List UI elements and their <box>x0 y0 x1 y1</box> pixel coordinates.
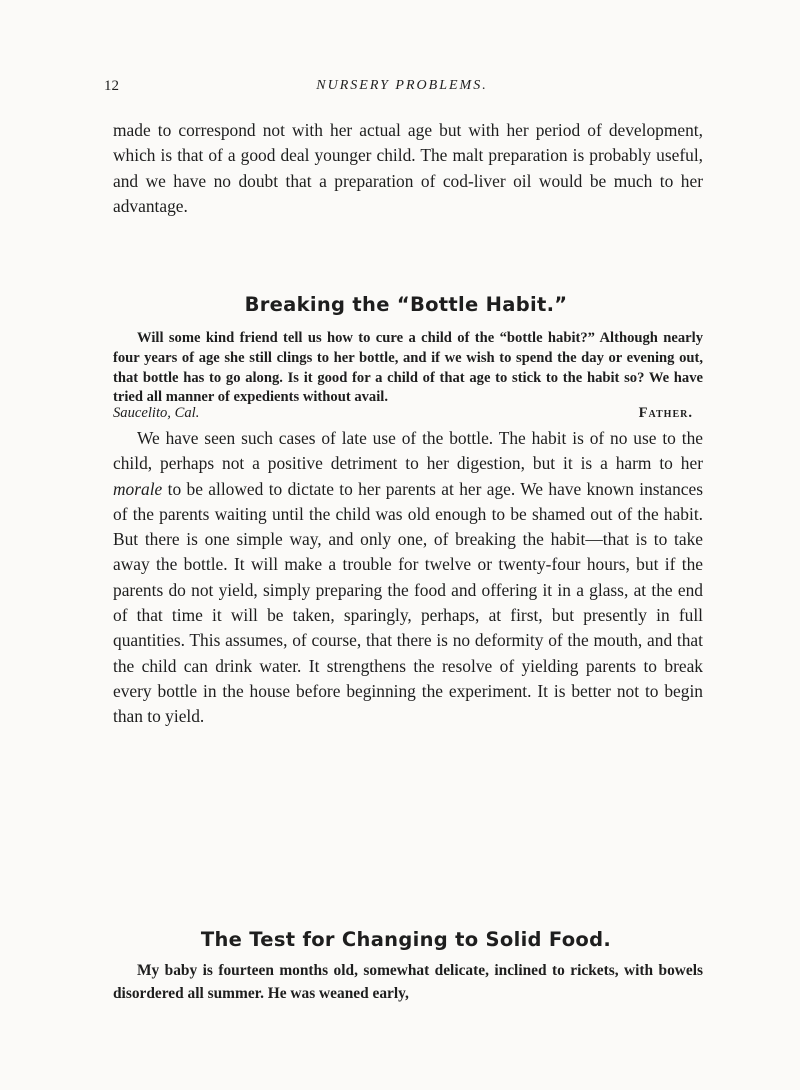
signature-place: Saucelito, Cal. <box>113 405 200 421</box>
letter-text: Will some kind friend tell us how to cure a child of the “bottle habit?” Although nearly four years of age she still clings to her bottle, and if we wish to spend the day or evening out, that bottle has to go along. Is it good for a child of that age to stick to the habit so? We have tried all manner of expedients without avail. <box>113 330 703 406</box>
reader-letter-bottle-habit <box>113 329 703 408</box>
intro-paragraph <box>113 118 703 219</box>
answer-text-part2: to be allowed to dictate to her parents at her age. We have known instances of the parents waiting until the child was old enough to be shamed out of the habit. But there is one simple way, and only one, of breaking the habit—that is to take away the bottle. It will make a trouble for twelve or twenty-four hours, but if the parents do not yield, simply preparing the food and offering it in a glass, at the end of that time it will be taken, sparingly, perhaps, at first, but presently in full quantities. This assumes, of course, that there is no deformity of the mouth, and that the child can drink water. It strengthens the resolve of yielding parents to break every bottle in the house before beginning the experiment. It is better not to begin than to yield. <box>113 478 703 727</box>
reader-letter-solid-food <box>113 960 703 1005</box>
answer-text-part1: We have seen such cases of late use of the bottle. The habit is of no use to the child, perhaps not a positive detriment to her digestion, but it is a harm to her <box>113 428 703 474</box>
section-heading-bottle-habit: Breaking the “Bottle Habit.” <box>244 293 568 316</box>
running-title: NURSERY PROBLEMS. <box>316 78 488 93</box>
running-head <box>104 78 700 100</box>
answer-paragraph <box>113 426 703 730</box>
page-number: 12 <box>104 78 119 94</box>
answer-emphasis: morale <box>113 478 163 499</box>
answer-text <box>113 426 703 730</box>
letter-text-solid-food: My baby is fourteen months old, somewhat delicate, inclined to rickets, with bowels disordered all summer. He was weaned early, <box>113 962 703 1002</box>
signature-name: Father. <box>638 405 693 421</box>
intro-text: made to correspond not with her actual age but with her period of development, which is that of a good deal younger child. The malt preparation is probably useful, and we have no doubt that a preparation of cod-liver oil would be much to her advantage. <box>113 120 703 216</box>
section-heading-solid-food: The Test for Changing to Solid Food. <box>200 928 612 951</box>
